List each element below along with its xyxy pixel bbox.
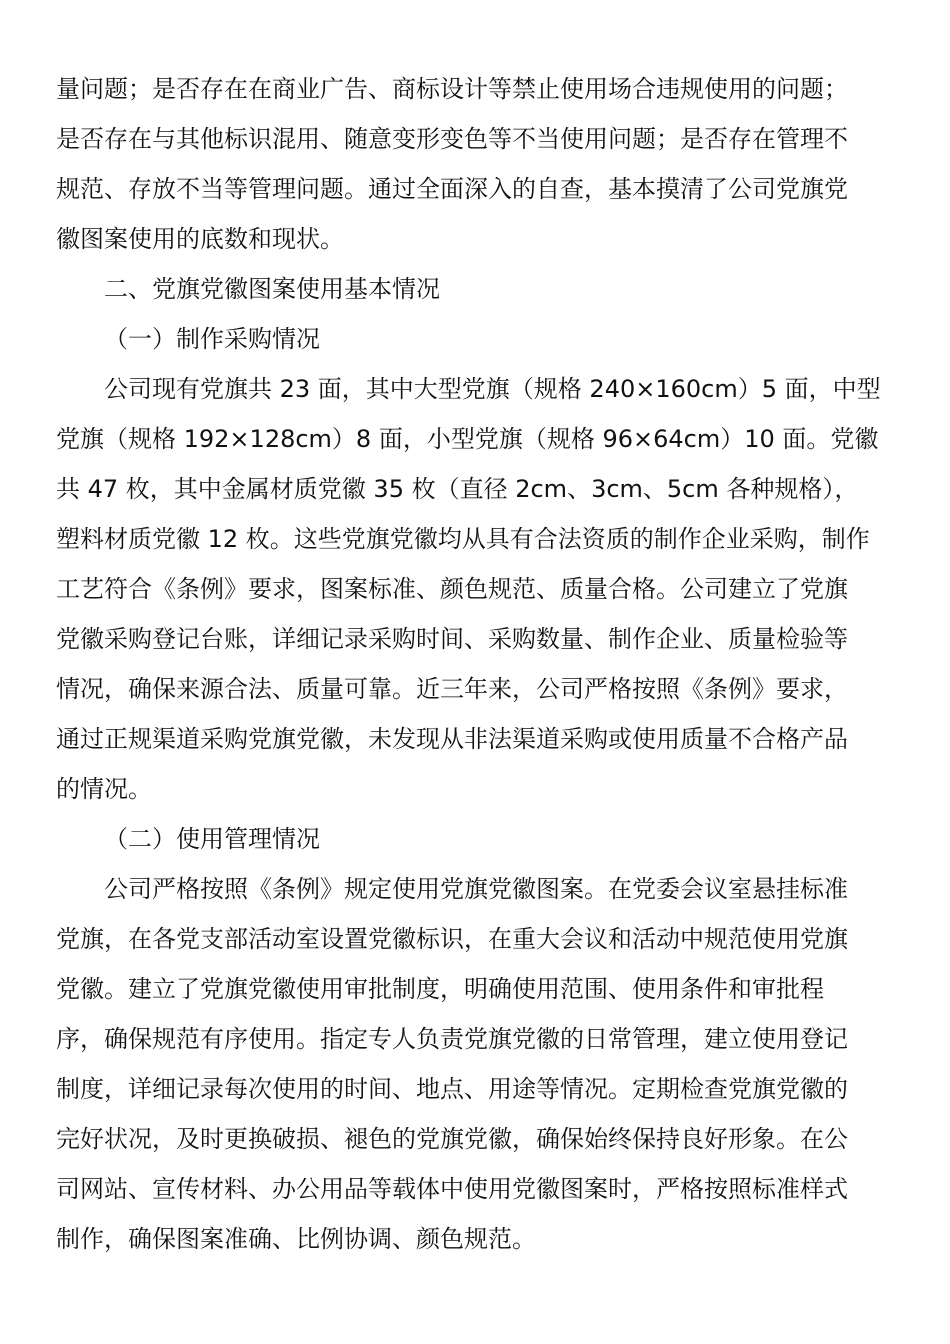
subsection-heading-1: （一）制作采购情况 — [104, 325, 320, 353]
text-line: 制作，确保图案准确、比例协调、颜色规范。 — [56, 1225, 536, 1253]
text-line: 是否存在与其他标识混用、随意变形变色等不当使用问题；是否存在管理不 — [56, 125, 848, 153]
section-heading: 二、党旗党徽图案使用基本情况 — [104, 275, 440, 303]
text-line: 量问题；是否存在在商业广告、商标设计等禁止使用场合违规使用的问题； — [56, 75, 848, 103]
text-line: 的情况。 — [56, 775, 152, 803]
text-line: 公司严格按照《条例》规定使用党旗党徽图案。在党委会议室悬挂标准 — [104, 875, 848, 903]
text-line: 工艺符合《条例》要求，图案标准、颜色规范、质量合格。公司建立了党旗 — [56, 575, 848, 603]
document-body — [56, 64, 892, 1264]
text-line: 塑料材质党徽 12 枚。这些党旗党徽均从具有合法资质的制作企业采购，制作 — [56, 525, 870, 553]
text-line: 党旗，在各党支部活动室设置党徽标识，在重大会议和活动中规范使用党旗 — [56, 925, 848, 953]
text-line: 党徽采购登记台账，详细记录采购时间、采购数量、制作企业、质量检验等 — [56, 625, 848, 653]
text-line: 党徽。建立了党旗党徽使用审批制度，明确使用范围、使用条件和审批程 — [56, 975, 824, 1003]
text-line: 共 47 枚，其中金属材质党徽 35 枚（直径 2cm、3cm、5cm 各种规格）， — [56, 475, 859, 503]
continued-paragraph — [56, 64, 892, 264]
text-line: 司网站、宣传材料、办公用品等载体中使用党徽图案时，严格按照标准样式 — [56, 1175, 848, 1203]
text-line: 党旗（规格 192×128cm）8 面，小型党旗（规格 96×64cm）10 面。党徽 — [56, 425, 879, 453]
text-line: 情况，确保来源合法、质量可靠。近三年来，公司严格按照《条例》要求， — [56, 675, 848, 703]
paragraph-procurement — [56, 364, 892, 814]
text-line: 序，确保规范有序使用。指定专人负责党旗党徽的日常管理，建立使用登记 — [56, 1025, 848, 1053]
text-line: 完好状况，及时更换破损、褪色的党旗党徽，确保始终保持良好形象。在公 — [56, 1125, 848, 1153]
text-line: 公司现有党旗共 23 面，其中大型党旗（规格 240×160cm）5 面，中型 — [104, 375, 881, 403]
text-line: 制度，详细记录每次使用的时间、地点、用途等情况。定期检查党旗党徽的 — [56, 1075, 848, 1103]
text-line: 规范、存放不当等管理问题。通过全面深入的自查，基本摸清了公司党旗党 — [56, 175, 848, 203]
text-line: 通过正规渠道采购党旗党徽，未发现从非法渠道采购或使用质量不合格产品 — [56, 725, 848, 753]
paragraph-usage-management — [56, 864, 892, 1264]
subsection-heading-2: （二）使用管理情况 — [104, 825, 320, 853]
text-line: 徽图案使用的底数和现状。 — [56, 225, 344, 253]
